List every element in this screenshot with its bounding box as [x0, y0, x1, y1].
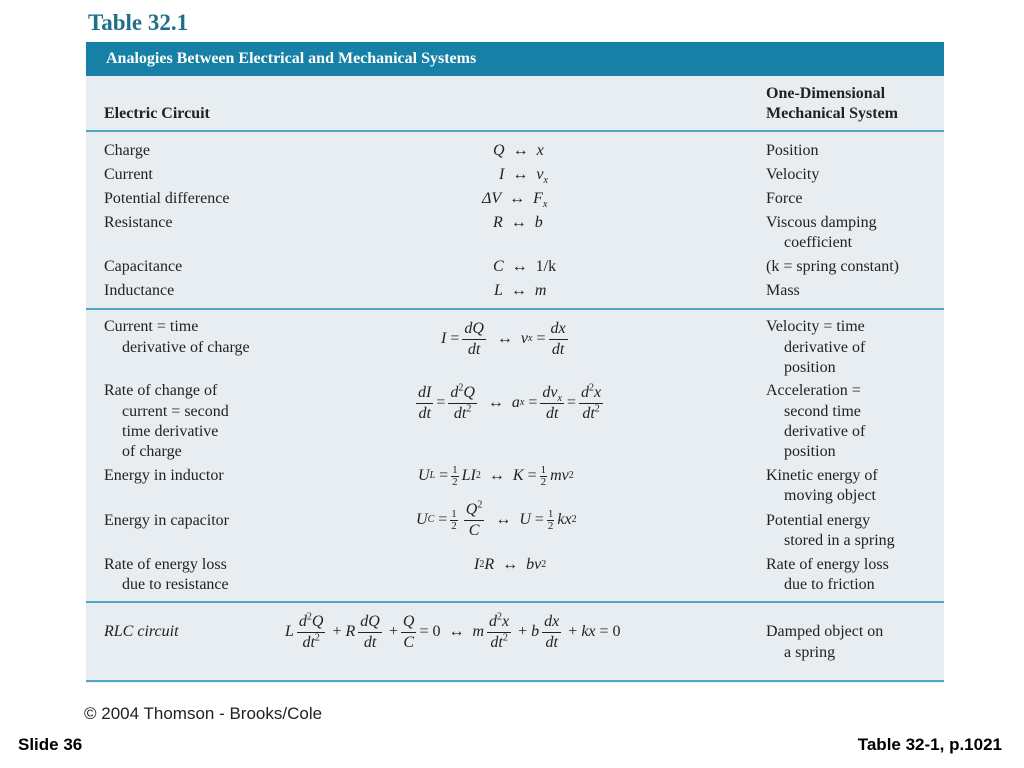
header-mechanical-line2: Mechanical System — [766, 105, 898, 122]
row-energy-loss-label-2: due to resistance — [122, 576, 229, 593]
row-force-label: Force — [766, 190, 803, 207]
row-potential-symbols: ΔV ↔ $F_x$ — [482, 190, 548, 211]
row-damped-label-2: a spring — [784, 644, 836, 661]
row-kinetic-label-1: Kinetic energy of — [766, 467, 878, 484]
formula-rlc: L $\frac{d^2Q}{dt^2}$ + R $\frac{dQ}{dt}$ + $\frac{Q}{C}$ = 0 ↔ m $\frac{d^2x}{dt^2}$ + b $\frac{dx}{dt}$ + kx = 0 — [285, 611, 621, 651]
row-rate-change-label-2: current = second — [122, 403, 229, 420]
row-acceleration-label-4: position — [784, 443, 836, 460]
formula-energy-inductor: U L = $\frac{1}{2}$ LI 2 ↔ K = $\frac{1}{2}$ mv 2 — [418, 463, 574, 488]
row-current-deriv-label-1: Current = time — [104, 318, 199, 335]
row-acceleration-label-2: second time — [784, 403, 861, 420]
row-acceleration-label-3: derivative of — [784, 423, 866, 440]
row-potential-energy-label-2: stored in a spring — [784, 532, 895, 549]
row-friction-loss-label-1: Rate of energy loss — [766, 556, 889, 573]
formula-current-derivative: I = $\frac{dQ}{dt}$ ↔ v x = $\frac{dx}{dt}$ — [441, 319, 566, 358]
row-rate-change-label-1: Rate of change of — [104, 382, 218, 399]
row-current-deriv-label-2: derivative of charge — [122, 339, 250, 356]
formula-energy-loss: I 2 R ↔ bv 2 — [474, 556, 547, 573]
slide-number: Slide 36 — [18, 735, 83, 754]
divider-derived — [86, 601, 944, 603]
row-acceleration-label-1: Acceleration = — [766, 382, 861, 399]
row-energy-capacitor-label: Energy in capacitor — [104, 512, 229, 529]
row-friction-loss-label-2: due to friction — [784, 576, 875, 593]
row-damping-label-2: coefficient — [784, 234, 853, 251]
divider-header — [86, 130, 944, 132]
table-number: Table 32.1 — [88, 10, 189, 35]
row-kinetic-label-2: moving object — [784, 487, 876, 504]
table-title-banner — [86, 42, 944, 76]
row-velocity-deriv-label-3: position — [784, 359, 836, 376]
row-damped-label-1: Damped object on — [766, 623, 884, 640]
row-mass-label: Mass — [766, 282, 800, 299]
row-charge-label: Charge — [104, 142, 150, 159]
row-damping-label-1: Viscous damping — [766, 214, 877, 231]
header-electric-circuit: Electric Circuit — [104, 105, 210, 122]
row-velocity-deriv-label-2: derivative of — [784, 339, 866, 356]
row-potential-label: Potential difference — [104, 190, 230, 207]
row-velocity-deriv-label-1: Velocity = time — [766, 318, 865, 335]
table-title: Analogies Between Electrical and Mechanical Systems — [106, 50, 477, 67]
formula-energy-capacitor: U C = $\frac{1}{2}$ $\frac{Q^2}{C}$ ↔ U = $\frac{1}{2}$ kx 2 — [416, 499, 577, 539]
row-capacitance-symbols: C ↔ 1/k — [493, 258, 557, 275]
divider-bottom — [86, 680, 944, 682]
row-current-label: Current — [104, 166, 153, 183]
row-rate-change-label-3: time derivative — [122, 423, 219, 440]
row-energy-inductor-label: Energy in inductor — [104, 467, 224, 484]
row-resistance-symbols: R ↔ b — [493, 214, 543, 231]
row-rlc-label: RLC circuit — [104, 623, 179, 640]
row-energy-loss-label-1: Rate of energy loss — [104, 556, 227, 573]
divider-basic — [86, 308, 944, 310]
table-reference: Table 32-1, p.1021 — [857, 735, 1002, 754]
row-velocity-label: Velocity — [766, 166, 820, 183]
row-resistance-label: Resistance — [104, 214, 173, 231]
row-current-symbols: I ↔ $v_x$ — [499, 166, 548, 187]
formula-second-derivative: $\frac{dI}{dt}$ = $\frac{d^2Q}{dt^2}$ ↔ a x = $\frac{dv_x}{dt}$ = $\frac{d^2x}{dt^2}$ — [418, 382, 602, 422]
copyright-credit: © 2004 Thomson - Brooks/Cole — [84, 704, 323, 723]
row-spring-constant-label: (k = spring constant) — [766, 258, 899, 275]
header-mechanical-line1: One-Dimensional — [766, 85, 886, 102]
row-rate-change-label-4: of charge — [122, 443, 182, 460]
row-inductance-label: Inductance — [104, 282, 175, 299]
row-capacitance-label: Capacitance — [104, 258, 183, 275]
row-potential-energy-label-1: Potential energy — [766, 512, 871, 529]
row-inductance-symbols: L ↔ m — [494, 282, 547, 299]
row-charge-symbols: Q ↔ x — [493, 142, 544, 159]
row-position-label: Position — [766, 142, 819, 159]
